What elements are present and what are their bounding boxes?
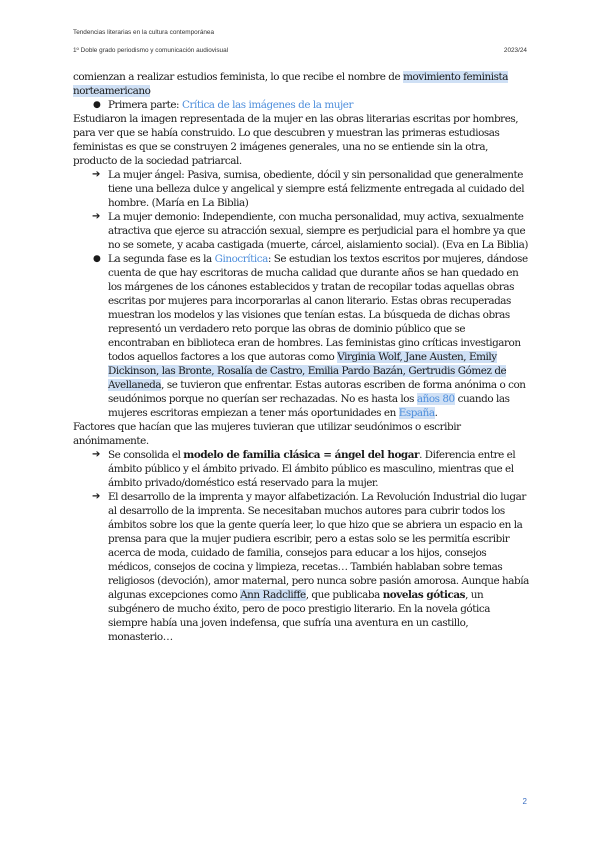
bullet-dot-icon: ● xyxy=(93,100,101,110)
paragraph-estudiaron: Estudiaron la imagen representada de la mujer en las obras literarias escritas por hombres, para ver que se había construido. Lo que descubren y muestran las primeras estudiosas feministas es que se construyen 2 imágenes generales, una no se entiende sin la otra, producto de la sociedad patriarcal. xyxy=(73,113,519,167)
arrow-icon: ➔ xyxy=(92,169,100,180)
bold-modelo-familia: modelo de familia clásica = ángel del hogar xyxy=(183,449,420,461)
arrow-item-demonio: ➔ La mujer demonio: Independiente, con mucha personalidad, muy activa, sexualmente atractiva que ejerce su atracción sexual, siempre es perjudicial para el hombre ya que no se somete, y acaba castigada (muerte, cárcel, aislamiento social). (Eva en La Biblia) xyxy=(92,211,528,251)
link-anos-80[interactable]: años 80 xyxy=(416,393,455,405)
highlight-authors: Virginia Wolf, Jane Austen, Emily Dickinson, las Bronte, Rosalía de Castro, Emilia Pardo Bazán, Gertrudis Gómez de Avellaneda xyxy=(108,351,507,391)
link-ginocritica[interactable]: Ginocrítica xyxy=(214,253,268,265)
arrow-item-angel: ➔ La mujer ángel: Pasiva, sumisa, obediente, dócil y sin personalidad que generalmente tiene una belleza dulce y angelical y siempre está felizmente entregada al cuidado del hombre. (María en La Biblia) xyxy=(92,169,525,209)
arrow-item-familia: ➔ Se consolida el modelo de familia clásica = ángel del hogar. Diferencia entre el ámbito público y el ámbito privado. El ámbito público es masculino, mientras que el ámbito privado/doméstico está reservado para la mujer. xyxy=(92,449,516,489)
intro-paragraph: comienzan a realizar estudios feminista, lo que recibe el nombre de movimiento feminista norteamericano xyxy=(73,71,509,97)
bold-novelas-goticas: novelas góticas xyxy=(382,589,466,601)
link-critica[interactable]: Crítica de las imágenes de la mujer xyxy=(181,99,353,111)
bullet-dot-icon: ● xyxy=(93,254,101,264)
arrow-item-imprenta: ➔ El desarrollo de la imprenta y mayor alfabetización. La Revolución Industrial dio lugar al desarrollo de la imprenta. Se necesitaban muchos autores para cubrir todos los ámbitos sobre los que la gente quería leer, lo que hizo que se abriera un espacio en la prensa para que la mujer pudiera escribir, pero a estas solo se les permitía escribir acerca de moda, cuidado de familia, consejos para educar a los hijos, consejos médicos, consejos de cocina y limpieza, recetas… También hablaban sobre temas religiosos (devoción), amor maternal, pero nunca sobre pasión amorosa. Aunque había algunas excepciones como Ann Radcliffe, que publicaba novelas góticas, un subgénero de mucho éxito, pero de poco prestigio literario. En la novela gótica siempre había una joven indefensa, que sufría una aventura en un castillo, monasterio… xyxy=(92,491,529,643)
link-espana[interactable]: España xyxy=(398,407,435,419)
academic-year: 2023/24 xyxy=(503,47,527,54)
bullet-second-phase: ● La segunda fase es la Ginocrítica: Se estudian los textos escritos por mujeres, dándose cuenta de que hay escritoras de mucha calidad que durante años se han quedado en los márgenes de los cánones establecidos y tratan de recopilar todas aquellas obras escritas por mujeres para incorporarlas al canon literario. Estas obras recuperadas muestran los modelos y las visiones que tenían estas. La búsqueda de dichas obras representó un verdadero reto porque las obras de dominio público que se encontraban en biblioteca eran de hombres. Las feministas gino críticas investigaron todos aquellos factores a los que autoras como Virginia Wolf, Jane Austen, Emily Dickinson, las Bronte, Rosalía de Castro, Emilia Pardo Bazán, Gertrudis Gómez de Avellaneda, se tuvieron que enfrentar. Estas autoras escriben de forma anónima o con seudónimos porque no querían ser rechazadas. No es hasta los años 80 cuando las mujeres escritoras empiezan a tener más oportunidades en España. xyxy=(93,253,528,419)
arrow-icon: ➔ xyxy=(92,449,100,460)
course-title: Tendencias literarias en la cultura contemporánea xyxy=(73,29,215,36)
degree-name: 1º Doble grado periodismo y comunicación audiovisual xyxy=(73,47,229,54)
document-body xyxy=(73,70,529,644)
highlight-movimiento: movimiento feminista norteamericano xyxy=(73,71,509,97)
bullet-first-part: ● Primera parte: Crítica de las imágenes de la mujer xyxy=(93,99,353,111)
arrow-icon: ➔ xyxy=(92,211,100,222)
arrow-icon: ➔ xyxy=(92,491,100,502)
highlight-radcliffe: Ann Radcliffe xyxy=(240,589,306,601)
paragraph-factores: Factores que hacían que las mujeres tuvieran que utilizar seudónimos o escribir anónimamente. xyxy=(73,421,461,447)
page-number: 2 xyxy=(522,797,527,806)
